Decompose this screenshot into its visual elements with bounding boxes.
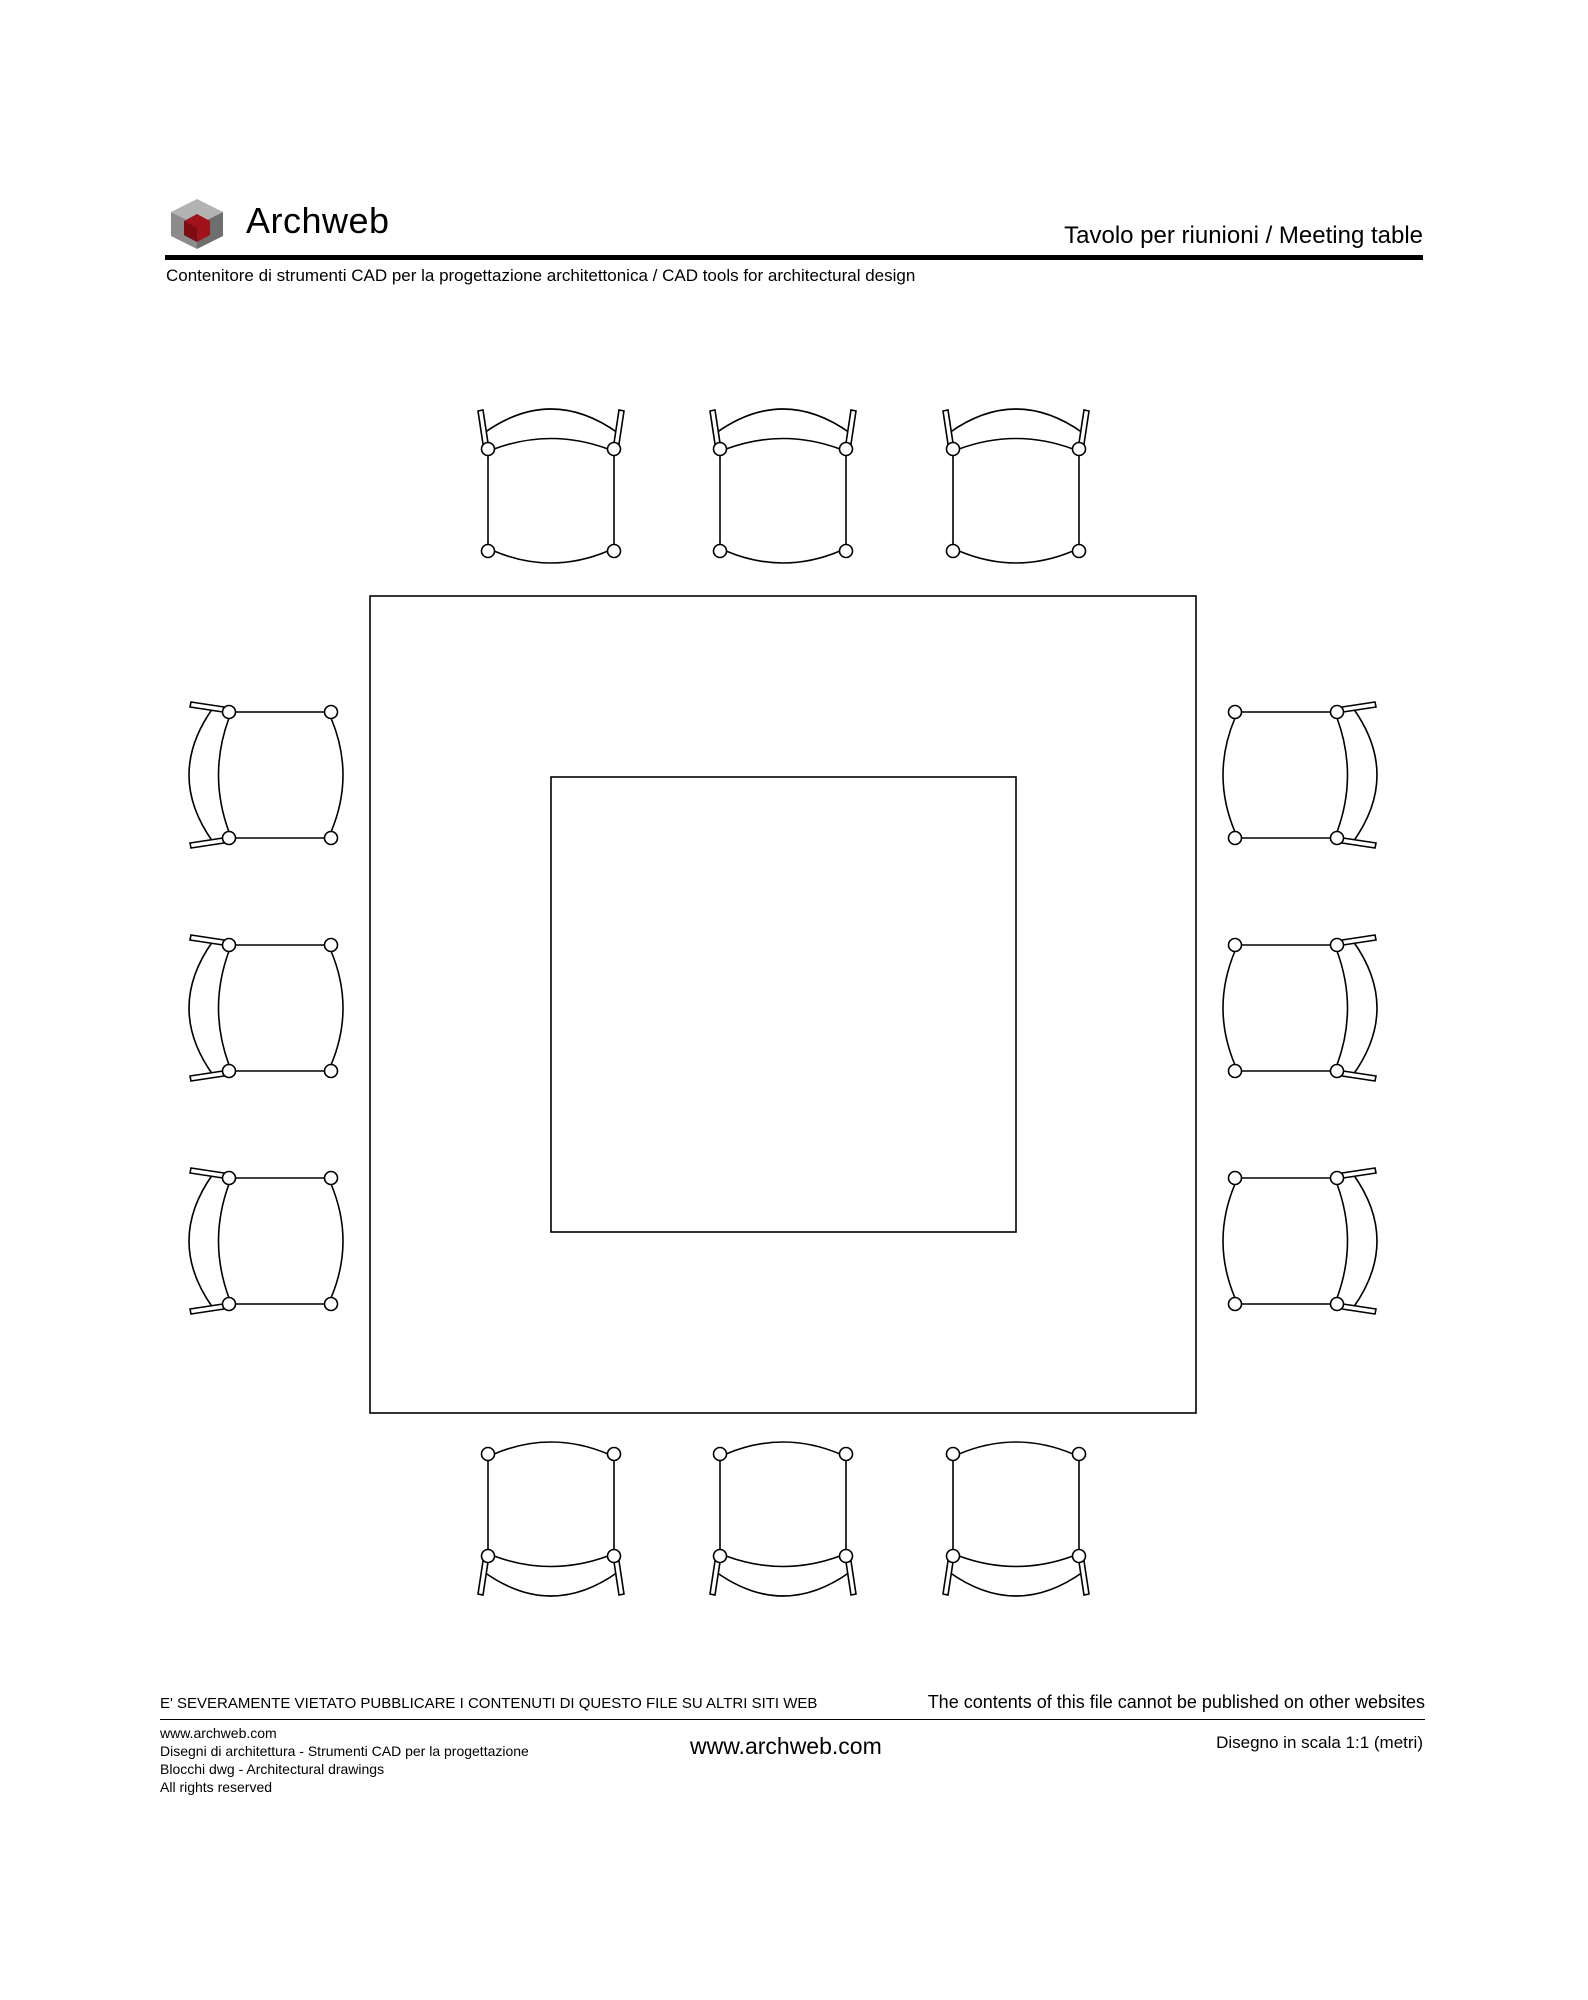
table-outer — [370, 596, 1196, 1413]
chair-bottom-3 — [943, 1442, 1089, 1596]
brand-name: Archweb — [246, 200, 390, 241]
chair-left-2 — [189, 935, 343, 1081]
chair-right-3 — [1223, 1168, 1377, 1314]
chair-top-1 — [478, 409, 624, 563]
chair-left-3 — [189, 1168, 343, 1314]
chair-left-1 — [189, 702, 343, 848]
chair-right-2 — [1223, 935, 1377, 1081]
chair-right-1 — [1223, 702, 1377, 848]
footer-rule — [160, 1719, 1425, 1720]
footer-line: Disegni di architettura - Strumenti CAD per la progettazione — [160, 1743, 529, 1759]
chair-bottom-2 — [710, 1442, 856, 1596]
scale-note: Disegno in scala 1:1 (metri) — [1216, 1733, 1423, 1752]
footer-info — [160, 1724, 529, 1796]
footer-url: www.archweb.com — [690, 1733, 882, 1759]
header-subtitle: Contenitore di strumenti CAD per la progettazione architettonica / CAD tools for architectural design — [166, 266, 916, 285]
chair-bottom-1 — [478, 1442, 624, 1596]
drawing-title: Tavolo per riunioni / Meeting table — [1064, 222, 1423, 249]
warning-italian: E' SEVERAMENTE VIETATO PUBBLICARE I CONTENUTI DI QUESTO FILE SU ALTRI SITI WEB — [160, 1695, 818, 1712]
footer-line: All rights reserved — [160, 1779, 273, 1795]
warning-english: The contents of this file cannot be published on other websites — [927, 1692, 1425, 1712]
footer-line: Blocchi dwg - Architectural drawings — [160, 1761, 385, 1777]
chair-top-3 — [943, 409, 1089, 563]
table-inner-opening — [551, 777, 1016, 1232]
footer-line: www.archweb.com — [160, 1725, 277, 1741]
chair-top-2 — [710, 409, 856, 563]
